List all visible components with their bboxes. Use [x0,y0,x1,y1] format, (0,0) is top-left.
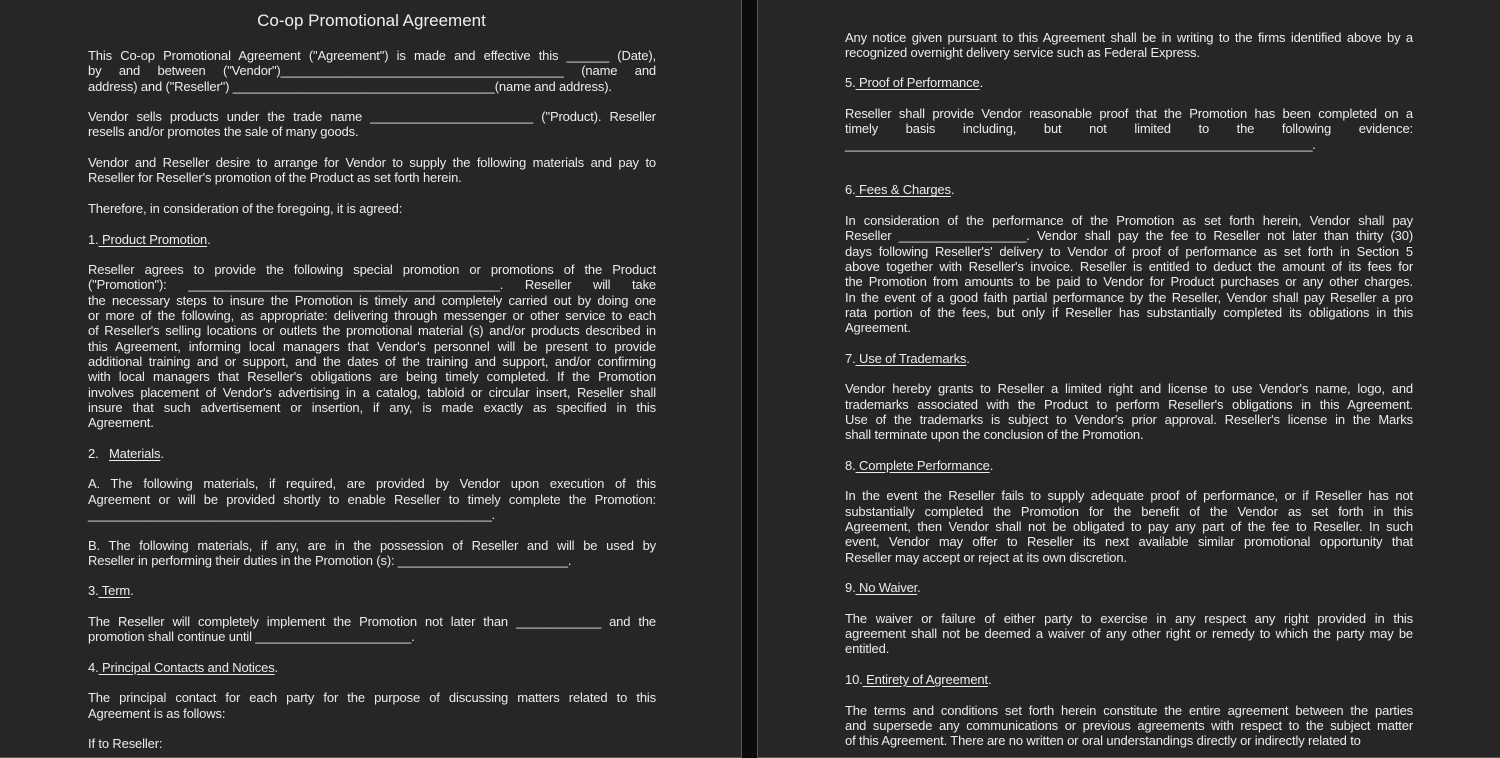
section-heading-period: . [207,232,210,247]
paragraph [88,736,656,751]
paragraph-line: The terms and conditions set forth herein constitute the entire agreement between the parties [845,703,1413,718]
paragraph [88,476,656,522]
page-1-body [88,48,656,758]
paragraph-line: trademarks associated with the Product to perform Reseller's obligations in this Agreement. [845,397,1413,412]
paragraph-line: shall terminate upon the conclusion of the Promotion. [845,427,1413,442]
paragraph-line: days following Reseller's' delivery to Vendor of proof of performance as set forth in Section 5 [845,244,1413,259]
paragraph-line: A. The following materials, if required, are provided by Vendor upon execution of this [88,476,656,491]
section-title: Materials [109,446,160,461]
paragraph-line: rata portion of the fees, but only if Reseller has substantially completed its obligations in this [845,305,1413,320]
section-title: Fees & Charges [856,182,951,197]
paragraph-line: address) and ("Reseller") _____________________________________(name and address). [88,79,656,94]
section-number: 10. [845,672,863,687]
paragraph-line: Therefore, in consideration of the foregoing, it is agreed: [88,201,656,216]
paragraph-line: or more of the following, as appropriate: delivering through messenger or other service to each [88,308,656,323]
section-heading [845,458,1413,473]
paragraph-line: The principal contact for each party for the purpose of discussing matters related to this [88,690,656,705]
paragraph-line: This Co-op Promotional Agreement ("Agreement") is made and effective this ______ (Date), [88,48,656,63]
paragraph-line: Vendor and Reseller desire to arrange for Vendor to supply the following materials and pay to [88,155,656,170]
paragraph-line: the necessary steps to insure the Promotion is timely and completely carried out by doing one [88,293,656,308]
paragraph [88,538,656,569]
paragraph-line: above together with Reseller's invoice. Reseller is entitled to deduct the amount of its fees for [845,259,1413,274]
document-page-1 [0,0,742,758]
paragraph-line: with local managers that Reseller's obligations are being timely completed. If the Promotion [88,369,656,384]
paragraph-line: recognized overnight delivery service such as Federal Express. [845,45,1413,60]
section-heading-period: . [990,458,993,473]
paragraph-line: event, Vendor may offer to Reseller its next available similar promotional opportunity that [845,534,1413,549]
section-heading [88,660,656,675]
paragraph-line: Any notice given pursuant to this Agreement shall be in writing to the firms identified above by a [845,30,1413,45]
paragraph-line: In the event of a good faith partial performance by the Reseller, Vendor shall pay Reseller a pro [845,290,1413,305]
paragraph-line: In consideration of the performance of the Promotion as set forth herein, Vendor shall pay [845,213,1413,228]
paragraph-line: The waiver or failure of either party to exercise in any respect any right provided in this [845,611,1413,626]
paragraph-line: Reseller in performing their duties in the Promotion (s): ________________________. [88,553,656,568]
paragraph-line: Agreement, then Vendor shall not be obligated to pay any part of the fee to Reseller. In such [845,519,1413,534]
paragraph-line: by and between ("Vendor")________________________________________ (name and [88,63,656,78]
section-title: Entirety of Agreement [863,672,988,687]
paragraph-line: insure that such advertisement or insertion, if any, is made exactly as specified in this [88,400,656,415]
paragraph [845,213,1413,335]
paragraph-line: substantially completed the Promotion for the benefit of the Vendor as set forth in this [845,504,1413,519]
section-title: Term [99,583,131,598]
paragraph [845,488,1413,564]
page-2-body [845,30,1413,758]
paragraph-line: entitled. [845,641,1413,656]
section-number: 5. [845,75,856,90]
document-page-2 [757,0,1500,758]
section-heading [88,446,656,461]
paragraph-line: In the event the Reseller fails to supply adequate proof of performance, or if Reseller has not [845,488,1413,503]
paragraph [845,106,1413,167]
paragraph-line: The Reseller will completely implement the Promotion not later than ____________ and the [88,614,656,629]
section-title: Principal Contacts and Notices [99,660,275,675]
section-heading [845,580,1413,595]
section-number: 3. [88,583,99,598]
section-title: No Waiver [856,580,918,595]
paragraph-line: Reseller agrees to provide the following special promotion or promotions of the Product [88,262,656,277]
paragraph-line: this Agreement, informing local managers that Vendor's personnel will be present to provide [88,339,656,354]
paragraph-line [845,152,1413,167]
section-number: 8. [845,458,856,473]
section-heading-period: . [917,580,920,595]
section-heading-period: . [130,583,133,598]
section-number: 1. [88,232,99,247]
section-number: 9. [845,580,856,595]
section-heading [88,583,656,598]
paragraph [88,48,656,94]
paragraph-line: Agreement. [845,320,1413,335]
paragraph [845,30,1413,61]
paragraph-line: If to Reseller: [88,736,656,751]
paragraph-line: Reseller may accept or reject at its own discretion. [845,550,1413,565]
paragraph-line: involves placement of Vendor's advertising in a catalog, tabloid or circular insert, Reseller shall [88,385,656,400]
section-number: 2. [88,446,109,461]
document-title: Co-op Promotional Agreement [0,11,742,31]
paragraph-line: Agreement or will be provided shortly to enable Reseller to timely complete the Promotion: [88,492,656,507]
paragraph [88,262,656,430]
section-heading [845,672,1413,687]
paragraph-line: Agreement is as follows: [88,706,656,721]
paragraph-line: additional training and or support, and the dates of the training and support, and/or confirming [88,354,656,369]
section-heading-period: . [988,672,991,687]
paragraph-line: __________________________________________________________________. [845,137,1413,152]
paragraph [88,201,656,216]
paragraph [88,155,656,186]
paragraph-line: resells and/or promotes the sale of many goods. [88,124,656,139]
paragraph-line: Vendor sells products under the trade name _______________________ ("Product). Reseller [88,109,656,124]
paragraph [845,381,1413,442]
section-heading [845,75,1413,90]
paragraph-line: and supersede any communications or previous agreements with respect to the subject matter [845,718,1413,733]
paragraph-line: Use of the trademarks is subject to Vendor's prior approval. Reseller's license in the Marks [845,412,1413,427]
paragraph [88,690,656,721]
section-number: 6. [845,182,856,197]
section-heading-period: . [980,75,983,90]
paragraph-line: ("Promotion"): ____________________________________________. Reseller will take [88,277,656,292]
paragraph-line: of this Agreement. There are no written or oral understandings directly or indirectly related to [845,733,1413,748]
paragraph [845,611,1413,657]
paragraph [88,614,656,645]
paragraph-line: Reseller shall provide Vendor reasonable proof that the Promotion has been completed on a [845,106,1413,121]
paragraph-line: promotion shall continue until ______________________. [88,629,656,644]
section-title: Proof of Performance [856,75,980,90]
paragraph [845,703,1413,749]
section-heading-period: . [160,446,163,461]
paragraph-line: _________________________________________________________. [88,507,656,522]
paragraph-line: timely basis including, but not limited to the following evidence: [845,121,1413,136]
section-title: Product Promotion [99,232,208,247]
section-heading [845,182,1413,197]
section-number: 7. [845,351,856,366]
section-heading-period: . [951,182,954,197]
section-title: Complete Performance [856,458,990,473]
paragraph-line: Agreement. [88,415,656,430]
section-title: Use of Trademarks [856,351,967,366]
paragraph-line: of Reseller's selling locations or outlets the promotional material (s) and/or products described in [88,323,656,338]
paragraph-line: the Promotion from amounts to be paid to Vendor for Product purchases or any other charges. [845,274,1413,289]
section-number: 4. [88,660,99,675]
section-heading [845,351,1413,366]
paragraph-line: Reseller for Reseller's promotion of the Product as set forth herein. [88,170,656,185]
section-heading-period: . [275,660,278,675]
paragraph-line: Reseller __________________. Vendor shall pay the fee to Reseller not later than thirty (30) [845,228,1413,243]
paragraph-line: B. The following materials, if any, are in the possession of Reseller and will be used by [88,538,656,553]
paragraph [88,109,656,140]
section-heading-period: . [966,351,969,366]
paragraph-line: agreement shall not be deemed a waiver of any other right or remedy to which the party may be [845,626,1413,641]
paragraph-line: Vendor hereby grants to Reseller a limited right and license to use Vendor's name, logo, and [845,381,1413,396]
section-heading [88,232,656,247]
